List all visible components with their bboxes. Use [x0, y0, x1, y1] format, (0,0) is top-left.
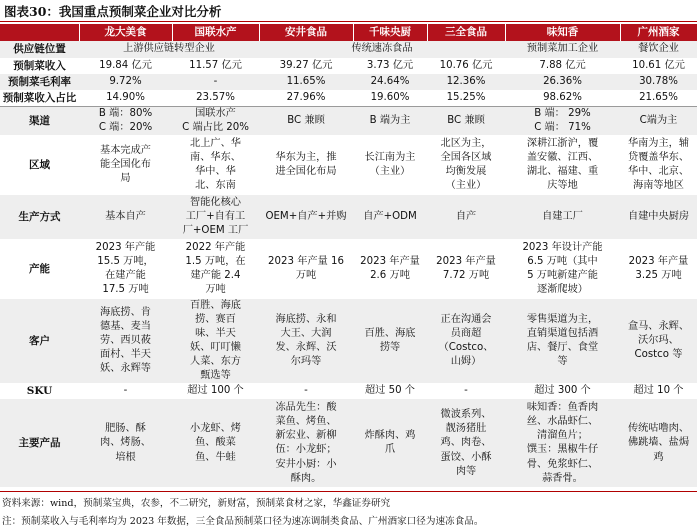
table-cell: 27.96% — [259, 90, 353, 106]
row-label: 区域 — [29, 158, 50, 171]
table-cell: 上游供应链转型企业 — [79, 41, 259, 58]
table-row — [0, 399, 697, 487]
table-cell: OEM+自产+并购 — [259, 195, 353, 239]
table-cell: 超过 300 个 — [534, 385, 591, 397]
table-cell: C端为主 — [620, 106, 697, 135]
header-cell: 味知香 — [505, 24, 620, 41]
table-cell: 自建中央厨房 — [620, 195, 697, 239]
row-label: 产能 — [29, 262, 50, 275]
table-cell: BC 兼顾 — [259, 106, 353, 135]
table-cell: 深耕江浙沪，覆 盖安徽、江西、 湖北、福建、重 庆等地 — [526, 137, 599, 192]
table-cell: 肥肠、酥 肉、烤肠、 培根 — [79, 399, 172, 487]
table-cell: 2023 年产量 2.6 万吨 — [360, 255, 420, 281]
table-cell: 基本自产 — [79, 195, 172, 239]
row-label: 供应链位置 — [0, 41, 79, 58]
table-cell: 21.65% — [620, 90, 697, 106]
table-cell: 华南为主，辅 贷覆盖华东、 华中、北京、 海南等地区 — [627, 137, 690, 192]
table-cell: 10.76 亿元 — [439, 59, 493, 71]
header-cell: 龙大美食 — [79, 24, 172, 41]
table-cell: - — [304, 385, 308, 397]
row-label: 渠道 — [0, 106, 79, 135]
table-cell: 11.65% — [259, 74, 353, 90]
table-row — [0, 195, 697, 239]
table-cell: - — [123, 385, 128, 397]
row-label: 生产方式 — [0, 195, 79, 239]
table-cell: - — [464, 385, 468, 397]
footer-divider — [0, 491, 697, 492]
row-label: 预制菜毛利率 — [0, 74, 79, 90]
table-cell: 华东为主，推 进全国化布局 — [275, 151, 337, 177]
row-label: 客户 — [0, 299, 79, 383]
table-cell: 传统速冻食品 — [259, 41, 505, 58]
table-cell: 预制菜加工企业 — [505, 41, 620, 58]
table-cell: 2022 年产能 1.5 万吨，在 建产能 2.4 万吨 — [185, 241, 246, 296]
source-note: 资料来源：wind，预制菜宝典，农参，不二研究，新财富，预制菜食材之家，华鑫证券研究 — [2, 498, 391, 509]
comparison-table — [0, 24, 697, 487]
table-cell: 海底捞、肯 德基、麦当 劳、西贝莜 面村、半天 妖、永辉等 — [79, 299, 172, 383]
table-cell: 超过 50 个 — [364, 385, 415, 397]
header-cell: 广州酒家 — [620, 24, 697, 41]
table-cell: 北上广、华 南、华东、 华中、华 北、东南 — [190, 137, 241, 192]
table-row — [0, 58, 697, 74]
table-cell: 海底捞、永和 大王、大润 发、永辉、沃 尔玛等 — [259, 299, 353, 383]
table-row — [0, 383, 697, 399]
table-row — [0, 239, 697, 299]
table-cell: 2023 年产量 16 万吨 — [268, 255, 344, 281]
table-cell: 24.64% — [353, 74, 427, 90]
header-cell: 国联水产 — [172, 24, 259, 41]
table-cell: 国联水产 C 端占比 20% — [172, 106, 259, 135]
table-cell: 11.57 亿元 — [189, 59, 242, 71]
table-cell: 2023 年产能 15.5 万吨， 在建产能 17.5 万吨 — [95, 241, 156, 296]
table-cell: 智能化核心 工厂+自有工 厂+OEM 工厂 — [172, 195, 259, 239]
table-cell: 盒马、永辉、 沃尔玛、 Costco 等 — [620, 299, 697, 383]
table-cell: 微波系列、 靓汤猪肚 鸡、肉卷、 蛋饺、小酥 肉等 — [427, 399, 505, 487]
table-cell: 零售渠道为主， 直销渠道包括酒 店、餐厅、食堂 等 — [505, 299, 620, 383]
table-row — [0, 90, 697, 106]
table-cell: 10.61 亿元 — [632, 59, 685, 71]
table-cell: 自建工厂 — [505, 195, 620, 239]
table-cell: 14.90% — [79, 90, 172, 106]
table-cell: 味知香：鱼香肉 丝、水晶虾仁、 清溜鱼片； 馔玉：黑椒牛仔 骨、免浆虾仁、 蒜香骨。 — [505, 399, 620, 487]
table-cell: 2023 年设计产能 6.5 万吨（其中 5 万吨新建产能 逐渐爬坡） — [522, 241, 603, 296]
table-row — [0, 135, 697, 195]
table-cell: 小龙虾、烤 鱼、酸菜 鱼、牛蛙 — [172, 399, 259, 487]
table-cell: 9.72% — [79, 74, 172, 90]
table-cell: 基本完成产 能全国化布 局 — [100, 144, 151, 185]
table-cell: 正在沟通会 员商超 （Costco、 山姆） — [427, 299, 505, 383]
header-row — [0, 24, 697, 41]
row-label: 预制菜收入占比 — [0, 90, 79, 106]
table-cell: 自产 — [427, 195, 505, 239]
table-row — [0, 41, 697, 58]
table-cell: 自产+ODM — [353, 195, 427, 239]
table-cell: 3.73 亿元 — [366, 59, 414, 71]
table-cell: 26.36% — [505, 74, 620, 90]
table-cell: 19.84 亿元 — [99, 59, 152, 71]
row-label: 主要产品 — [0, 399, 79, 487]
footnote: 注：预制菜收入与毛利率均为 2023 年数据，三全食品预制菜口径为速冻调制类食品、广州酒家口径为速冻食品。 — [2, 516, 484, 527]
table-cell: 2023 年产量 3.25 万吨 — [628, 255, 689, 281]
table-cell: 7.88 亿元 — [539, 59, 586, 71]
table-cell: 12.36% — [427, 74, 505, 90]
figure-title: 图表30：我国重点预制菜企业对比分析 — [0, 0, 697, 22]
table-cell: 冻品先生：酸 菜鱼、烤鱼、 新宏业、新柳 伍：小龙虾； 安井小厨：小 酥肉。 — [259, 399, 353, 487]
table-cell: - — [172, 74, 259, 90]
table-cell: 98.62% — [505, 90, 620, 106]
table-cell: BC 兼顾 — [427, 106, 505, 135]
table-cell: 23.57% — [172, 90, 259, 106]
table-cell: 百胜、海底 捞、赛百 味、半天 妖、叮叮懒 人菜、东方 甄选等 — [172, 299, 259, 383]
table-cell: B 端：80% C 端：20% — [79, 106, 172, 135]
table-cell: 2023 年产量 7.72 万吨 — [436, 255, 496, 281]
header-cell: 安井食品 — [259, 24, 353, 41]
table-cell: 超过 100 个 — [187, 385, 244, 397]
header-cell: 千味央厨 — [353, 24, 427, 41]
table-cell: 长江南为主 （主业） — [364, 151, 416, 177]
row-label: 预制菜收入 — [13, 59, 66, 72]
table-cell: 餐饮企业 — [620, 41, 697, 58]
header-cell — [0, 24, 79, 41]
table-cell: B 端： 29% C 端： 71% — [505, 106, 620, 135]
header-cell: 三全食品 — [427, 24, 505, 41]
table-cell: 15.25% — [427, 90, 505, 106]
table-cell: 39.27 亿元 — [279, 59, 333, 71]
table-cell: 19.60% — [353, 90, 427, 106]
table-cell: 超过 10 个 — [633, 385, 684, 397]
table-cell: 北区为主， 全国各区域 均衡发展 （主业） — [440, 137, 492, 192]
table-row — [0, 74, 697, 90]
table-row — [0, 106, 697, 135]
table-cell: 炸酥肉、鸡 爪 — [353, 399, 427, 487]
table-cell: B 端为主 — [353, 106, 427, 135]
table-row — [0, 299, 697, 383]
row-label: SKU — [26, 385, 53, 398]
table-cell: 传统咕噜肉、 佛跳墙、盐焗 鸡 — [620, 399, 697, 487]
table-cell: 百胜、海底 捞等 — [353, 299, 427, 383]
table-cell: 30.78% — [620, 74, 697, 90]
